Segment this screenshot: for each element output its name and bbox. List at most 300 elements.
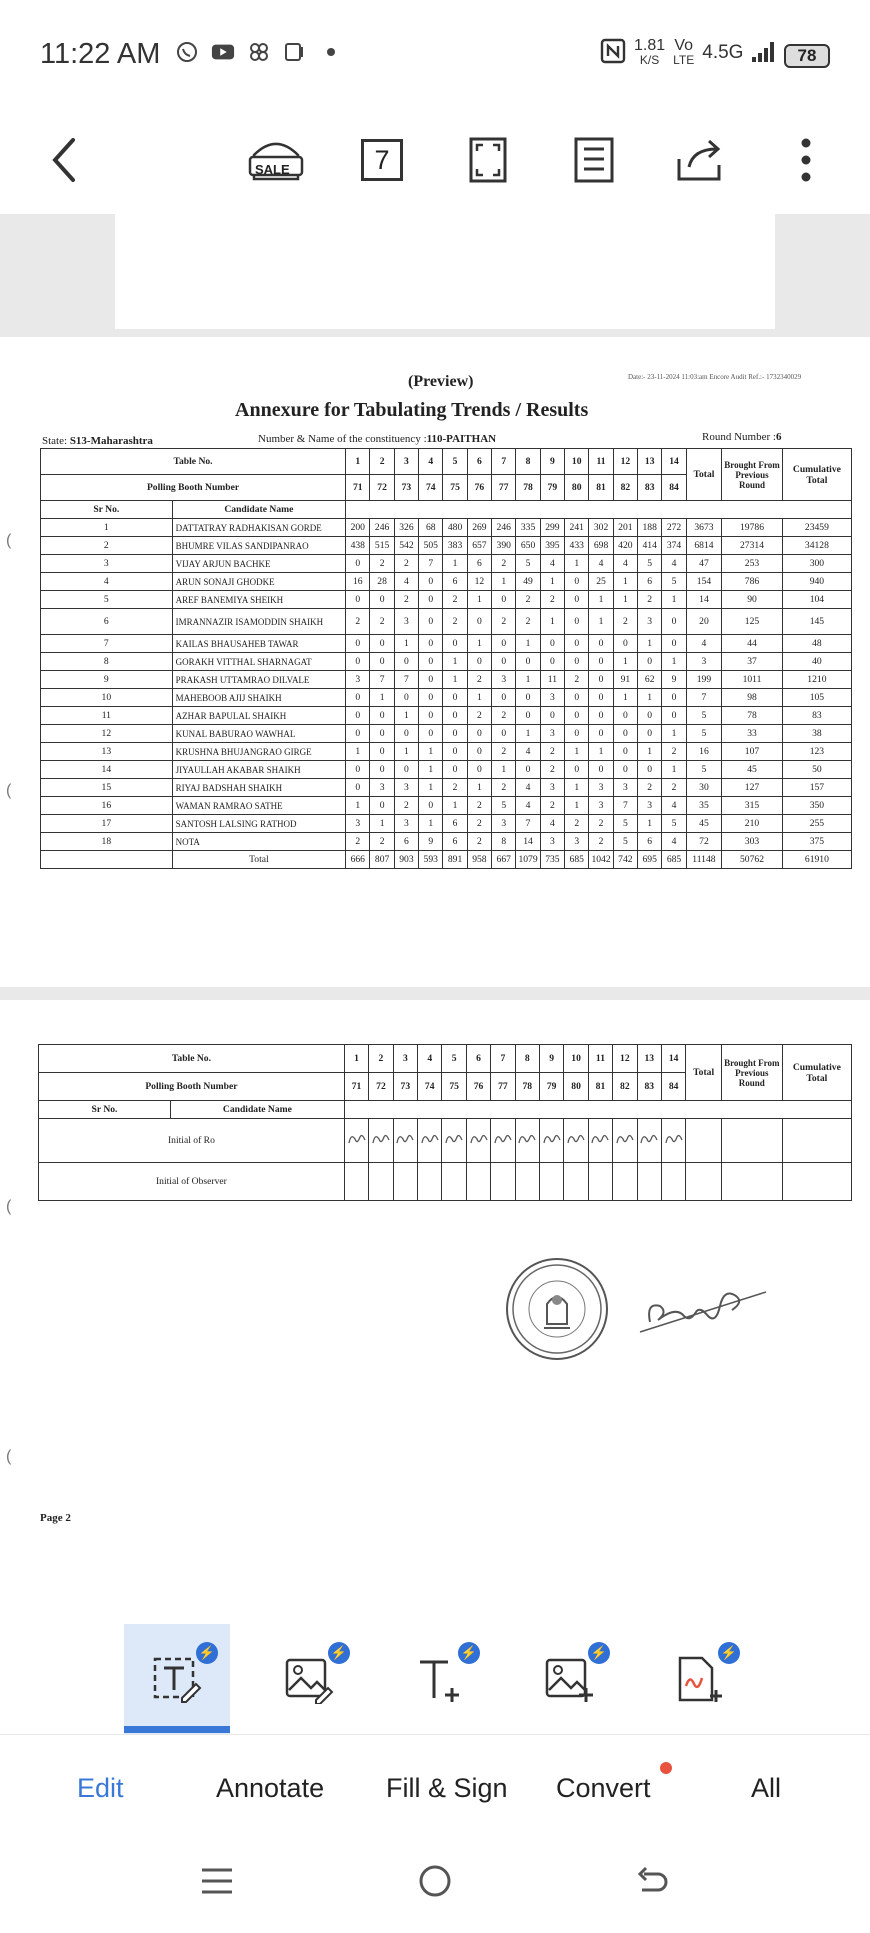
round-value: 6	[775, 431, 782, 443]
net-speed	[634, 39, 665, 67]
vote-cell: 2	[492, 707, 516, 725]
candidate-header: Candidate Name	[172, 501, 345, 519]
brought-forward-cell: 37	[722, 653, 783, 671]
observer-initial-cell	[515, 1163, 539, 1201]
total-vote-cell: 1042	[589, 851, 613, 869]
vote-cell: 2	[540, 797, 564, 815]
vote-cell: 0	[565, 573, 589, 591]
total-vote-cell: 685	[565, 851, 589, 869]
vote-cell: 1	[467, 591, 491, 609]
vote-cell: 0	[370, 707, 394, 725]
vote-cell: 7	[394, 671, 418, 689]
table-no-cell: 6	[466, 1045, 490, 1073]
candidate-row	[41, 833, 852, 851]
candidate-name-cell: GORAKH VITTHAL SHARNAGAT	[172, 653, 345, 671]
vote-cell: 5	[492, 797, 516, 815]
booth-cell: 79	[539, 1073, 563, 1101]
sale-button[interactable]	[244, 130, 308, 190]
ro-initial-cell	[661, 1119, 685, 1163]
vote-cell: 3	[394, 815, 418, 833]
booth-cell: 73	[393, 1073, 417, 1101]
vote-cell: 650	[516, 537, 540, 555]
signal-icon	[751, 39, 777, 67]
vote-cell: 0	[419, 707, 443, 725]
table-no-cell: 14	[662, 449, 686, 475]
table-no-cell: 3	[393, 1045, 417, 1073]
vote-cell: 698	[589, 537, 613, 555]
vote-cell: 1	[419, 743, 443, 761]
table-no-cell: 11	[589, 449, 613, 475]
sale-tag-icon	[248, 135, 304, 185]
ro-initial-cell	[515, 1119, 539, 1163]
recent-apps-button[interactable]	[200, 1864, 234, 1903]
ro-initial-cell	[491, 1119, 515, 1163]
edit-text-tool[interactable]	[124, 1624, 230, 1734]
state-line	[42, 435, 153, 447]
vote-cell: 0	[565, 609, 589, 635]
candidate-row	[41, 743, 852, 761]
total-header: Total	[686, 449, 722, 501]
table-no-header: Table No.	[41, 449, 346, 475]
vote-cell: 0	[516, 707, 540, 725]
vote-cell: 0	[492, 591, 516, 609]
booth-cell: 71	[346, 475, 370, 501]
vote-cell: 2	[346, 833, 370, 851]
vote-cell: 62	[638, 671, 662, 689]
booth-cell: 80	[564, 1073, 588, 1101]
initial-scribble	[469, 1131, 489, 1147]
round-line	[702, 431, 781, 443]
vote-cell: 0	[394, 689, 418, 707]
add-text-tool[interactable]	[386, 1624, 492, 1734]
vote-cell: 0	[370, 591, 394, 609]
vote-cell: 0	[565, 653, 589, 671]
vote-cell: 0	[613, 635, 637, 653]
brought-forward-cell: 303	[722, 833, 783, 851]
vote-cell: 2	[589, 815, 613, 833]
sr-no-cell: 5	[41, 591, 173, 609]
preview-label: (Preview)	[408, 373, 474, 390]
ro-initial-cell	[637, 1119, 661, 1163]
booth-cell: 84	[662, 475, 686, 501]
vote-cell: 2	[540, 743, 564, 761]
vote-cell: 9	[662, 671, 686, 689]
sign-document-icon	[674, 1654, 724, 1704]
vote-cell: 0	[565, 635, 589, 653]
vote-cell: 3	[394, 609, 418, 635]
initials-table	[38, 1044, 852, 1201]
vote-cell: 0	[370, 797, 394, 815]
vote-cell: 414	[638, 537, 662, 555]
vote-cell: 6	[638, 573, 662, 591]
vote-cell: 2	[394, 591, 418, 609]
notification-dot	[660, 1762, 672, 1774]
ro-initial-cell	[539, 1119, 563, 1163]
vote-cell: 12	[467, 573, 491, 591]
state-label: State:	[42, 435, 68, 447]
vote-cell: 1	[565, 555, 589, 573]
vote-cell: 3	[370, 779, 394, 797]
vote-cell: 1	[638, 815, 662, 833]
status-bar	[0, 0, 870, 110]
document-title: Annexure for Tabulating Trends / Results	[235, 399, 589, 421]
candidate-row	[41, 707, 852, 725]
cumulative-cell: 38	[782, 725, 851, 743]
tab-fill-sign[interactable]: Fill & Sign	[386, 1773, 508, 1803]
add-image-tool[interactable]	[516, 1624, 622, 1734]
sr-no-cell: 8	[41, 653, 173, 671]
table-no-cell: 9	[539, 1045, 563, 1073]
vote-cell: 2	[638, 591, 662, 609]
initial-scribble	[615, 1131, 635, 1147]
vote-cell: 7	[419, 555, 443, 573]
candidate-row	[41, 609, 852, 635]
vote-cell: 0	[419, 725, 443, 743]
vote-cell: 0	[419, 671, 443, 689]
row-total-cell: 4	[686, 635, 722, 653]
vote-cell: 0	[492, 653, 516, 671]
table-no-cell: 3	[394, 449, 418, 475]
ro-initial-cell	[418, 1119, 442, 1163]
initial-ro-label: Initial of Ro	[39, 1119, 345, 1163]
vote-cell: 4	[540, 555, 564, 573]
results-table	[40, 448, 852, 869]
vote-cell: 2	[370, 555, 394, 573]
table-no-cell: 8	[516, 449, 540, 475]
candidate-name-cell: AZHAR BAPULAL SHAIKH	[172, 707, 345, 725]
more-options-button[interactable]	[776, 130, 836, 190]
premium-badge-icon: ⚡	[458, 1642, 480, 1664]
table-no-cell: 5	[443, 449, 467, 475]
initial-scribble	[517, 1131, 537, 1147]
observer-initial-cell	[613, 1163, 637, 1201]
volte	[673, 39, 694, 67]
page-label: Page 2	[40, 1512, 71, 1524]
vote-cell: 0	[467, 743, 491, 761]
total-vote-cell: 593	[419, 851, 443, 869]
observer-initial-cell	[369, 1163, 393, 1201]
cumulative-cell: 145	[782, 609, 851, 635]
vote-cell: 1	[394, 707, 418, 725]
vote-cell: 0	[419, 797, 443, 815]
vote-cell: 2	[516, 609, 540, 635]
vote-cell: 5	[662, 573, 686, 591]
candidate-name-cell: KAILAS BHAUSAHEB TAWAR	[172, 635, 345, 653]
vote-cell: 0	[589, 671, 613, 689]
grand-total-cell: 11148	[686, 851, 722, 869]
vote-cell: 515	[370, 537, 394, 555]
vote-cell: 0	[589, 725, 613, 743]
state-value: S13-Maharashtra	[69, 435, 153, 447]
edit-tools-bar	[0, 1624, 870, 1734]
sign-tool[interactable]	[646, 1624, 752, 1734]
vote-cell: 1	[565, 743, 589, 761]
row-total-cell: 14	[686, 591, 722, 609]
vote-cell: 0	[589, 653, 613, 671]
cumulative-cell: 48	[782, 635, 851, 653]
tab-all[interactable]: All	[751, 1773, 782, 1803]
vote-cell: 1	[467, 779, 491, 797]
row-total-cell: 72	[686, 833, 722, 851]
table-no-cell: 10	[565, 449, 589, 475]
vote-cell: 3	[394, 779, 418, 797]
home-button[interactable]	[418, 1864, 452, 1903]
vote-cell: 0	[346, 779, 370, 797]
notification-icons	[175, 40, 343, 64]
youtube-icon	[211, 40, 235, 64]
vote-cell: 1	[346, 797, 370, 815]
vote-cell: 2	[662, 779, 686, 797]
total-vote-cell: 891	[443, 851, 467, 869]
vote-cell: 1	[443, 555, 467, 573]
vote-cell: 0	[419, 573, 443, 591]
vote-cell: 0	[565, 591, 589, 609]
vote-cell: 1	[565, 779, 589, 797]
vote-cell: 6	[638, 833, 662, 851]
vote-cell: 0	[492, 689, 516, 707]
observer-initial-cell	[442, 1163, 466, 1201]
observer-initial-cell	[588, 1163, 612, 1201]
brought-forward-cell: 315	[722, 797, 783, 815]
vote-cell: 4	[589, 555, 613, 573]
vote-cell: 383	[443, 537, 467, 555]
previous-page	[115, 214, 775, 329]
vote-cell: 0	[370, 635, 394, 653]
vote-cell: 420	[613, 537, 637, 555]
vote-cell: 4	[662, 833, 686, 851]
cumulative-cell: 105	[782, 689, 851, 707]
pdf-viewer[interactable]	[0, 214, 870, 1624]
sr-no-cell: 14	[41, 761, 173, 779]
candidate-row	[41, 689, 852, 707]
vote-cell: 0	[638, 761, 662, 779]
vote-cell: 0	[443, 707, 467, 725]
vote-cell: 0	[492, 635, 516, 653]
ro-initial-cell	[369, 1119, 393, 1163]
vote-cell: 1	[516, 725, 540, 743]
cumulative-cell: 50	[782, 761, 851, 779]
constituency-value: 110-PAITHAN	[426, 433, 497, 445]
vote-cell: 0	[467, 761, 491, 779]
vote-cell: 2	[662, 743, 686, 761]
brought-forward-cell: 45	[722, 761, 783, 779]
vote-cell: 0	[443, 761, 467, 779]
booth-cell: 77	[492, 475, 516, 501]
vote-cell: 390	[492, 537, 516, 555]
net-speed-unit: K/S	[639, 53, 660, 67]
ro-initial-cell	[393, 1119, 417, 1163]
table-no-cell: 7	[492, 449, 516, 475]
vote-cell: 2	[613, 609, 637, 635]
observer-initial-cell	[539, 1163, 563, 1201]
candidate-name-cell: RIYAJ BADSHAH SHAIKH	[172, 779, 345, 797]
table-no-cell: 5	[442, 1045, 466, 1073]
candidate-row	[41, 761, 852, 779]
vote-cell: 0	[419, 591, 443, 609]
candidate-name-cell: WAMAN RAMRAO SATHE	[172, 797, 345, 815]
vote-cell: 299	[540, 519, 564, 537]
vote-cell: 7	[370, 671, 394, 689]
observer-initial-cell	[491, 1163, 515, 1201]
table-no-cell: 2	[369, 1045, 393, 1073]
view-mode-button[interactable]	[564, 130, 624, 190]
date-reference: Date:- 23-11-2024 11:03:am Encore Audit Ref.:- 1732340029	[628, 373, 802, 381]
vote-cell: 0	[638, 707, 662, 725]
initial-scribble	[347, 1131, 367, 1147]
vote-cell: 91	[613, 671, 637, 689]
table-no-cell: 1	[344, 1045, 368, 1073]
table-no-cell: 13	[638, 449, 662, 475]
sr-no-cell: 10	[41, 689, 173, 707]
page-count-button[interactable]	[352, 130, 412, 190]
premium-badge-icon: ⚡	[196, 1642, 218, 1664]
brought-forward-cell: 90	[722, 591, 783, 609]
cumulative-cell: 1210	[782, 671, 851, 689]
booth-header: Polling Booth Number	[39, 1073, 345, 1101]
vote-cell: 2	[467, 815, 491, 833]
vote-cell: 0	[346, 725, 370, 743]
vote-cell: 480	[443, 519, 467, 537]
vote-cell: 1	[467, 635, 491, 653]
booth-cell: 78	[515, 1073, 539, 1101]
table-no-cell: 7	[491, 1045, 515, 1073]
network-type: 4.5G	[702, 42, 744, 63]
tab-annotate[interactable]: Annotate	[216, 1773, 325, 1803]
vote-cell: 2	[492, 555, 516, 573]
brought-forward-cell: 33	[722, 725, 783, 743]
vote-cell: 0	[516, 761, 540, 779]
vote-cell: 0	[419, 653, 443, 671]
brought-forward-cell: 210	[722, 815, 783, 833]
vote-cell: 1	[662, 591, 686, 609]
vote-cell: 9	[419, 833, 443, 851]
vote-cell: 241	[565, 519, 589, 537]
volte-bottom: LTE	[673, 53, 695, 67]
observer-initial-cell	[686, 1163, 722, 1201]
sr-no-cell: 6	[41, 609, 173, 635]
constituency-label: Number & Name of the constituency :	[258, 433, 427, 445]
vote-cell: 0	[613, 761, 637, 779]
vote-cell: 0	[346, 761, 370, 779]
total-vote-cell: 667	[492, 851, 516, 869]
total-spacer-cell	[41, 851, 173, 869]
vote-cell: 0	[443, 689, 467, 707]
vote-cell: 433	[565, 537, 589, 555]
candidate-row	[41, 537, 852, 555]
vote-cell: 4	[662, 797, 686, 815]
vote-cell: 0	[467, 653, 491, 671]
vote-cell: 1	[516, 635, 540, 653]
vote-cell: 2	[589, 833, 613, 851]
vote-cell: 0	[346, 591, 370, 609]
candidate-name-cell: MAHEBOOB AJIJ SHAIKH	[172, 689, 345, 707]
vote-cell: 0	[589, 761, 613, 779]
vote-cell: 0	[370, 761, 394, 779]
cumulative-cell: 255	[782, 815, 851, 833]
tab-convert[interactable]: Convert	[556, 1773, 651, 1803]
candidate-name-cell: VIJAY ARJUN BACHKE	[172, 555, 345, 573]
candidate-name-cell: JIYAULLAH AKABAR SHAIKH	[172, 761, 345, 779]
srno-header: Sr No.	[39, 1101, 171, 1119]
vote-cell: 0	[540, 653, 564, 671]
vote-cell: 1	[419, 779, 443, 797]
vote-cell: 335	[516, 519, 540, 537]
vote-cell: 1	[492, 761, 516, 779]
candidate-row	[41, 725, 852, 743]
cumulative-cell: 104	[782, 591, 851, 609]
document-page-2	[0, 1000, 870, 1624]
vote-cell: 16	[346, 573, 370, 591]
table-no-cell: 9	[540, 449, 564, 475]
vote-cell: 5	[662, 815, 686, 833]
row-total-cell: 3	[686, 653, 722, 671]
candidate-row	[41, 779, 852, 797]
total-vote-cell: 742	[613, 851, 637, 869]
row-total-cell: 47	[686, 555, 722, 573]
vote-cell: 0	[346, 689, 370, 707]
vote-cell: 2	[492, 779, 516, 797]
share-button[interactable]	[670, 130, 730, 190]
vote-cell: 2	[516, 591, 540, 609]
initial-scribble	[371, 1131, 391, 1147]
vote-cell: 0	[419, 689, 443, 707]
vote-cell: 6	[467, 555, 491, 573]
vote-cell: 1	[589, 609, 613, 635]
whatsapp-icon	[175, 40, 199, 64]
vote-cell: 0	[565, 707, 589, 725]
system-nav-bar	[0, 1834, 870, 1933]
battery-indicator: 78	[784, 44, 830, 68]
vote-cell: 0	[565, 761, 589, 779]
fullscreen-icon	[469, 137, 507, 183]
booth-cell: 82	[613, 475, 637, 501]
app-notification-icon	[283, 40, 307, 64]
table-number-row	[41, 449, 852, 475]
table-no-cell: 14	[661, 1045, 685, 1073]
vote-cell: 3	[492, 815, 516, 833]
vote-cell: 1	[419, 761, 443, 779]
network-status	[600, 38, 777, 68]
empty-header	[346, 501, 852, 519]
vote-cell: 2	[540, 591, 564, 609]
back-nav-button[interactable]	[634, 1864, 670, 1903]
fullscreen-button[interactable]	[458, 130, 518, 190]
vote-cell: 0	[443, 743, 467, 761]
back-button[interactable]	[34, 130, 94, 190]
margin-bracket: (	[6, 1198, 12, 1215]
tab-edit[interactable]: Edit	[77, 1773, 124, 1803]
brought-forward-cell: 19786	[722, 519, 783, 537]
vote-cell: 1	[346, 743, 370, 761]
vote-cell: 1	[613, 573, 637, 591]
edit-image-tool[interactable]	[256, 1624, 362, 1734]
booth-cell: 80	[565, 475, 589, 501]
vote-cell: 438	[346, 537, 370, 555]
candidate-row	[41, 573, 852, 591]
vote-cell: 3	[492, 671, 516, 689]
vote-cell: 5	[613, 815, 637, 833]
candidate-row	[41, 653, 852, 671]
add-text-icon	[414, 1654, 464, 1704]
candidate-row	[41, 519, 852, 537]
observer-initial-cell	[344, 1163, 368, 1201]
ro-initial-cell	[613, 1119, 637, 1163]
vote-cell: 1	[662, 761, 686, 779]
cumulative-cell: 350	[782, 797, 851, 815]
sr-no-cell: 9	[41, 671, 173, 689]
brought-forward-cell: 786	[722, 573, 783, 591]
candidate-name-cell: DATTATRAY RADHAKISAN GORDE	[172, 519, 345, 537]
